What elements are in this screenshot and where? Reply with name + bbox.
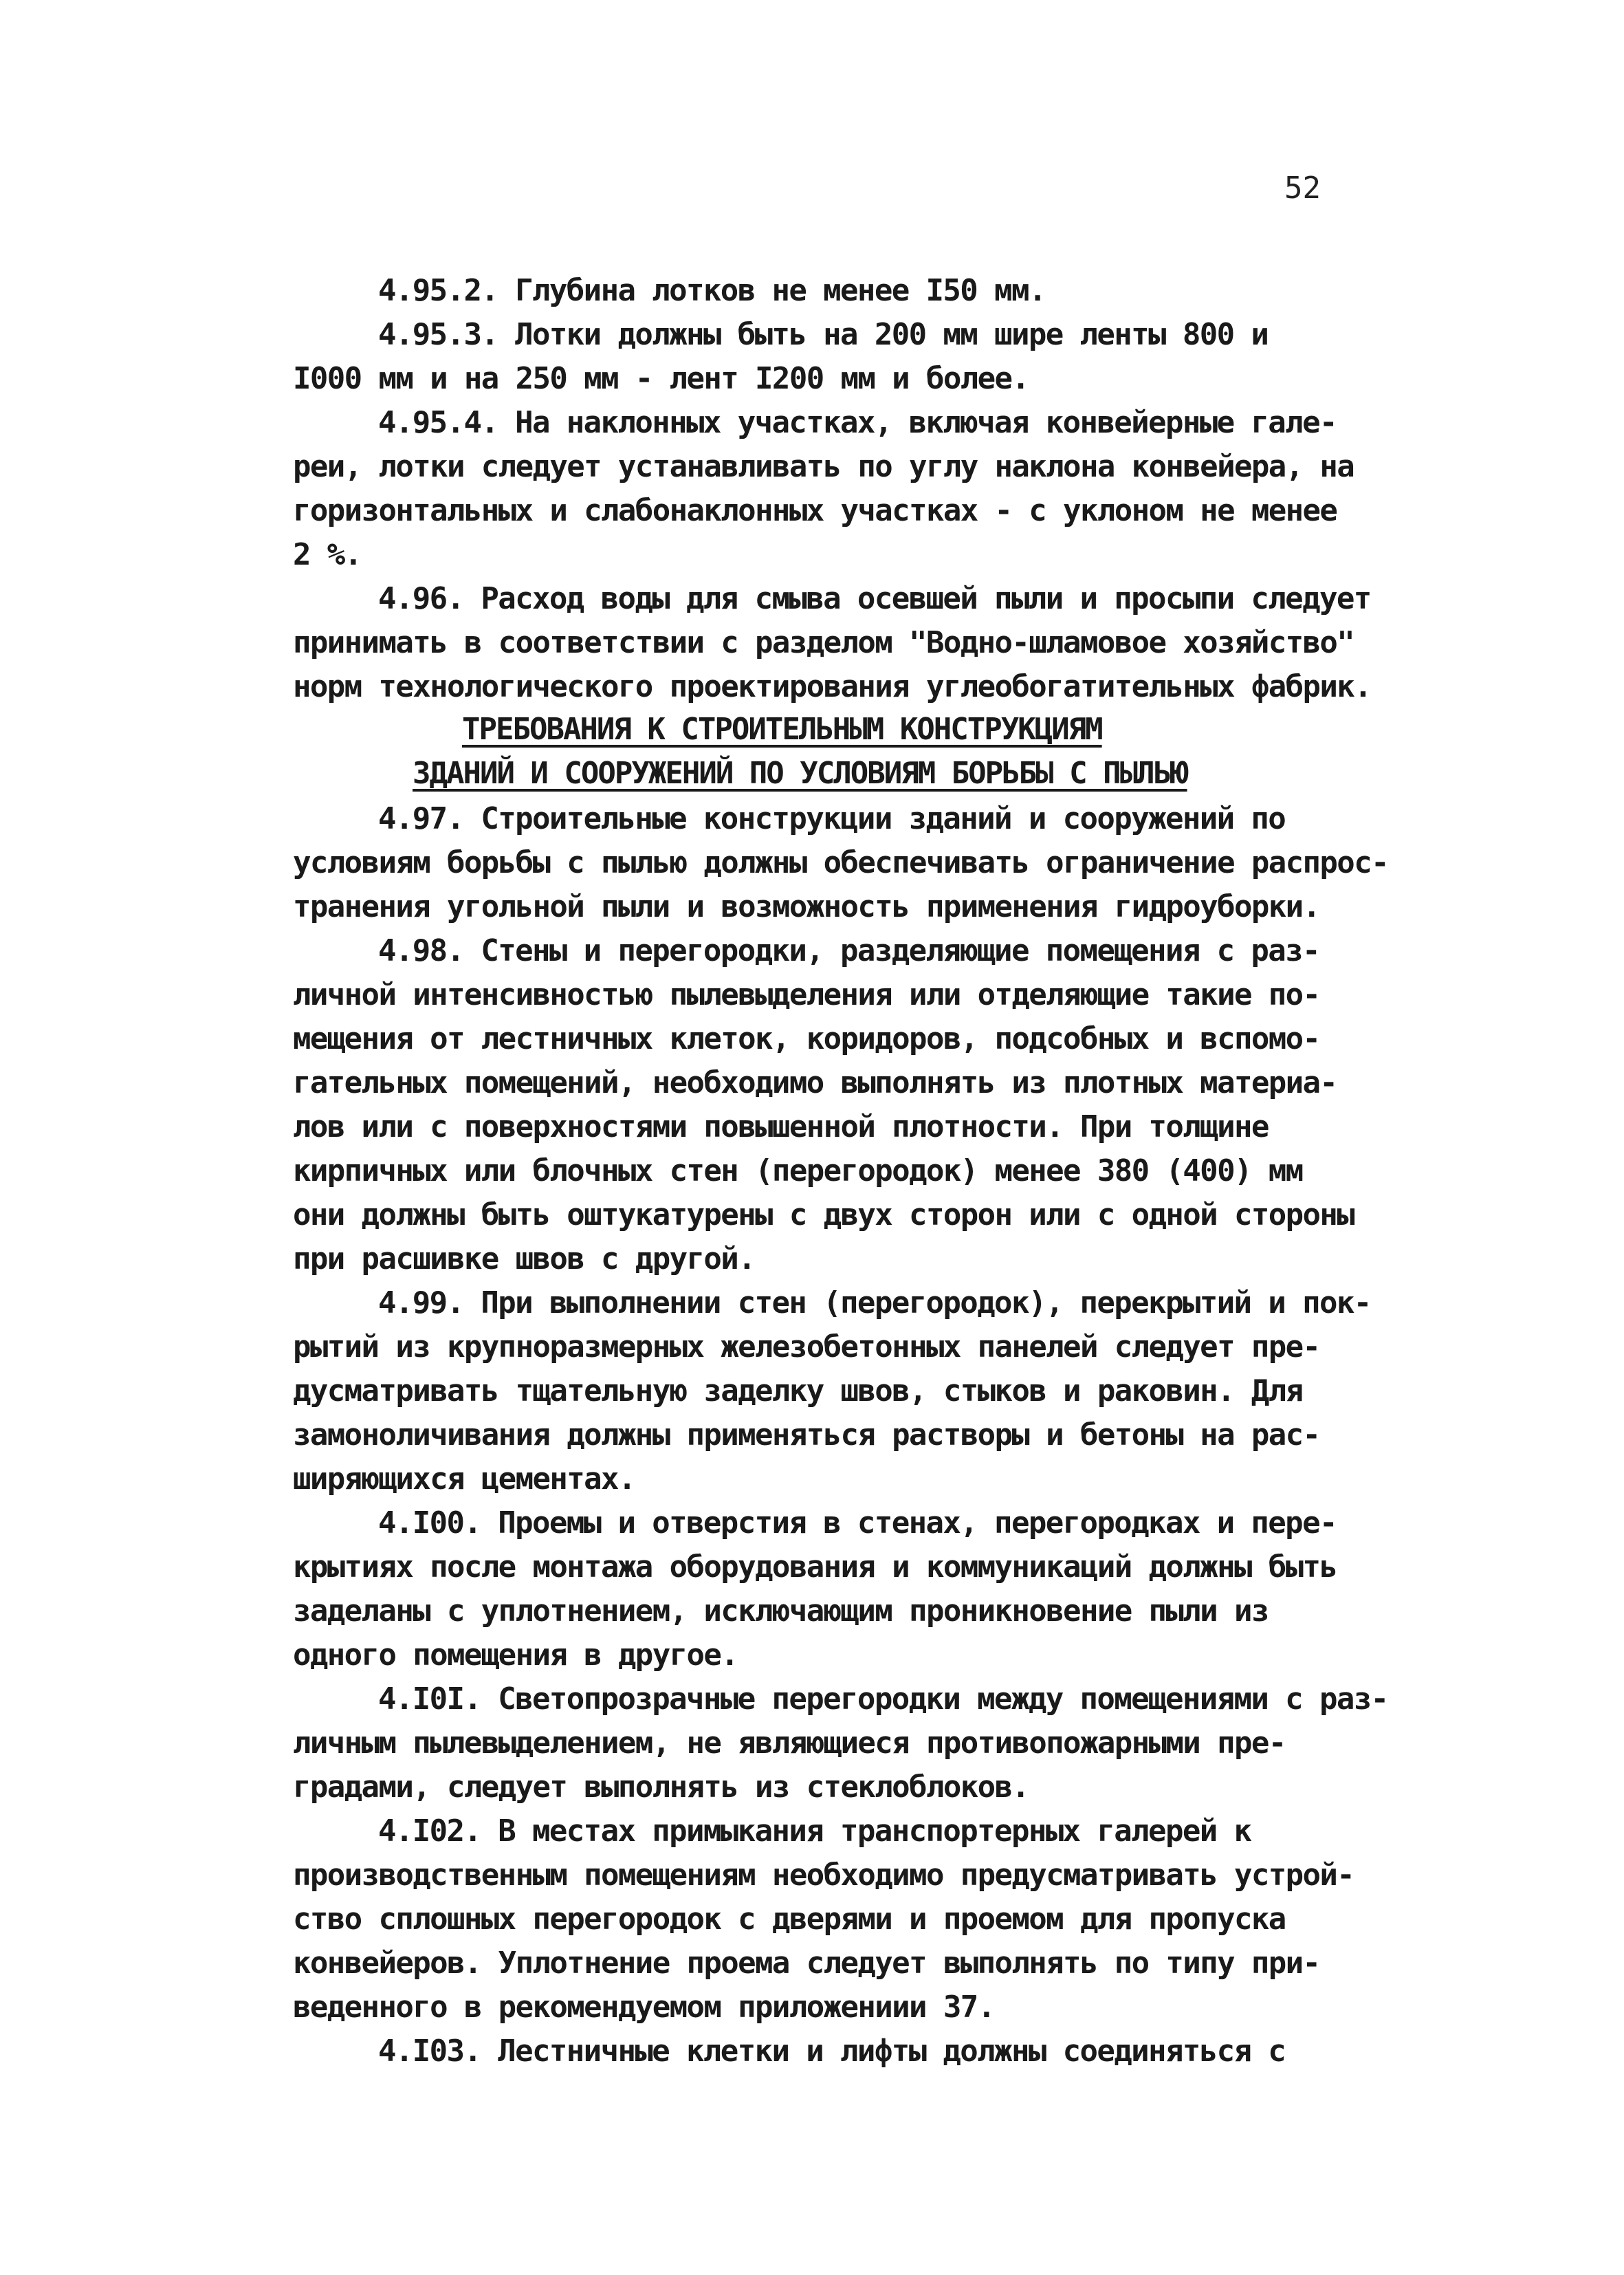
paragraph-line: градами, следует выполнять из стеклоблоков. (293, 1770, 1029, 1805)
section-heading-line-2: ЗДАНИЙ И СООРУЖЕНИЙ ПО УСЛОВИЯМ БОРЬБЫ С ПЫЛЬЮ (413, 756, 1187, 791)
paragraph-line: одного помещения в другое. (293, 1637, 738, 1673)
paragraph-line: личной интенсивностью пылевыделения или отделяющие такие по- (293, 977, 1320, 1012)
paragraph-line: норм технологического проектирования углеобогатительных фабрик. (293, 669, 1372, 704)
paragraph-line: 4.I03. Лестничные клетки и лифты должны соединяться с (378, 2034, 1286, 2069)
paragraph-line: 4.I02. В местах примыкания транспортерных галерей к (378, 1814, 1251, 1849)
paragraph-line: 4.96. Расход воды для смыва осевшей пыли и просыпи следует (378, 581, 1371, 616)
paragraph-line: 4.95.3. Лотки должны быть на 200 мм шире ленты 800 и (378, 317, 1269, 352)
paragraph-line: транения угольной пыли и возможность применения гидроуборки. (293, 889, 1320, 924)
paragraph-line: 4.I00. Проемы и отверстия в стенах, перегородках и пере- (378, 1505, 1337, 1541)
paragraph-line: 4.99. При выполнении стен (перегородок), перекрытий и пок- (378, 1285, 1371, 1320)
paragraph-line: веденного в рекомендуемом приложениии 37. (293, 1990, 995, 2025)
paragraph-line: личным пылевыделением, не являющиеся противопожарными пре- (293, 1726, 1286, 1761)
paragraph-line: мещения от лестничных клеток, коридоров, подсобных и вспомо- (293, 1021, 1320, 1056)
paragraph-line: 4.95.4. На наклонных участках, включая конвейерные гале- (378, 405, 1337, 440)
paragraph-line: производственным помещениям необходимо предусматривать устрой- (293, 1858, 1354, 1893)
paragraph-line: 4.97. Строительные конструкции зданий и сооружений по (378, 801, 1286, 836)
paragraph-line: I000 мм и на 250 мм - лент I200 мм и более. (293, 361, 1029, 396)
paragraph-line: дусматривать тщательную заделку швов, стыков и раковин. Для (293, 1373, 1303, 1408)
paragraph-line: условиям борьбы с пылью должны обеспечивать ограничение распрос- (293, 845, 1388, 880)
paragraph-line: гательных помещений, необходимо выполнять из плотных материа- (293, 1065, 1337, 1100)
paragraph-line: горизонтальных и слабонаклонных участках - с уклоном не менее (293, 493, 1337, 528)
paragraph-line: конвейеров. Уплотнение проема следует выполнять по типу при- (293, 1946, 1320, 1981)
section-heading-line-1: ТРЕБОВАНИЯ К СТРОИТЕЛЬНЫМ КОНСТРУКЦИЯМ (462, 712, 1102, 747)
paragraph-line: кирпичных или блочных стен (перегородок) менее 380 (400) мм (293, 1153, 1303, 1188)
paragraph-line: заделаны с уплотнением, исключающим проникновение пыли из (293, 1593, 1269, 1629)
paragraph-line: 4.95.2. Глубина лотков не менее I50 мм. (378, 273, 1046, 308)
paragraph-line: 4.I0I. Светопрозрачные перегородки между помещениями с раз- (378, 1681, 1388, 1717)
paragraph-line: рытий из крупноразмерных железобетонных панелей следует пре- (293, 1329, 1320, 1364)
paragraph-line: ство сплошных перегородок с дверями и проемом для пропуска (293, 1902, 1286, 1937)
paragraph-line: лов или с поверхностями повышенной плотности. При толщине (293, 1109, 1269, 1144)
paragraph-line: 2 %. (293, 537, 362, 572)
paragraph-line: реи, лотки следует устанавливать по углу наклона конвейера, на (293, 449, 1354, 484)
paragraph-line: они должны быть оштукатурены с двух сторон или с одной стороны (293, 1197, 1354, 1232)
paragraph-line: крытиях после монтажа оборудования и коммуникаций должны быть (293, 1549, 1337, 1585)
paragraph-line: 4.98. Стены и перегородки, разделяющие помещения с раз- (378, 933, 1319, 968)
paragraph-line: замоноличивания должны применяться растворы и бетоны на рас- (293, 1417, 1320, 1452)
paragraph-line: ширяющихся цементах. (293, 1461, 635, 1496)
paragraph-line: при расшивке швов с другой. (293, 1241, 756, 1276)
paragraph-line: принимать в соответствии с разделом "Водно-шламовое хозяйство" (293, 625, 1354, 660)
page-number: 52 (1284, 171, 1321, 206)
